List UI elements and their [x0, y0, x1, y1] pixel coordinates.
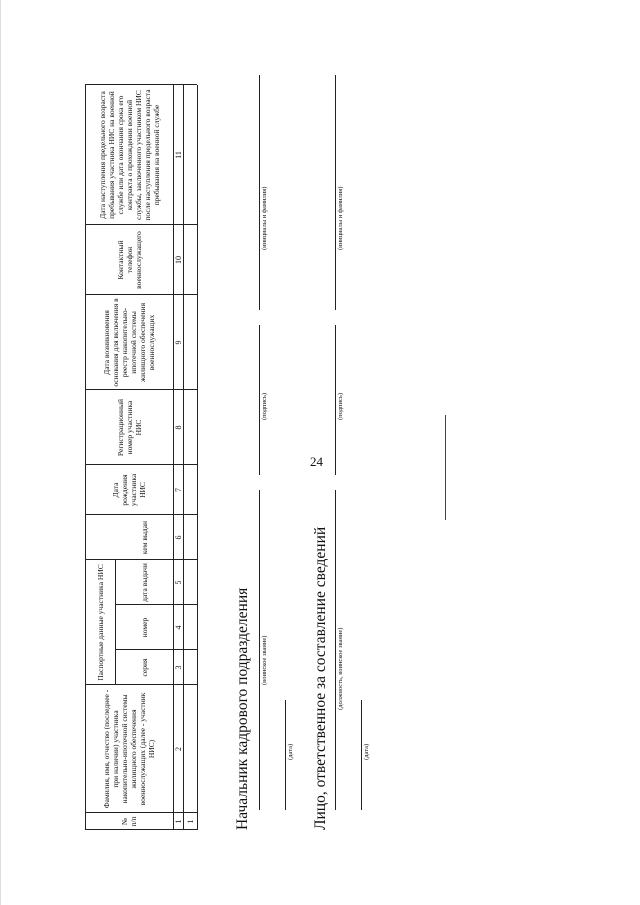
caption-initials: (инициалы и фамилия)	[337, 186, 344, 250]
col-number: 5	[173, 580, 183, 585]
initials-line	[335, 75, 336, 310]
caption-signature: (подпись)	[337, 393, 344, 420]
header-num: № п/п	[120, 816, 138, 827]
date-line	[361, 700, 362, 810]
responsible-title: Лицо, ответственное за составление сведений	[312, 526, 329, 830]
header-issue-date: дата выдачи	[139, 563, 149, 602]
col-number: 11	[173, 151, 183, 159]
caption-initials: (инициалы и фамилия)	[261, 186, 268, 250]
caption-position-rank: (должность, воинское звание)	[337, 627, 344, 710]
header-birth-date: Дата рождения участника НИС	[111, 473, 147, 507]
header-fio: Фамилия, имя, отчество (последнее - при наличии) участника накопительно-ипотечной системы жилищного обеспечения военнослужащих (далее - участник НИС)	[102, 689, 156, 809]
header-reason-date: Дата возникновения основания для включения в реестр накопительно-ипотечной системы жилищного обеспечения военнослужащих	[102, 298, 156, 387]
scan-mark	[445, 415, 446, 520]
caption-date: (дата)	[363, 743, 370, 760]
table-row-index: 1	[185, 819, 195, 824]
col-number: 2	[173, 747, 183, 751]
date-line	[285, 700, 286, 810]
col-number: 4	[173, 625, 183, 630]
header-series: серия	[139, 658, 149, 677]
caption-signature: (подпись)	[261, 393, 268, 420]
page-number: 24	[310, 454, 323, 469]
header-number: номер	[139, 617, 149, 638]
rotated-form-sheet	[85, 70, 385, 830]
col-number: 6	[173, 535, 183, 540]
col-number: 10	[173, 256, 183, 264]
signature-line	[259, 325, 260, 475]
rank-line	[259, 490, 260, 810]
header-issued-by: кем выдан	[139, 520, 149, 555]
col-number: 1	[173, 819, 183, 824]
header-phone: Контактный телефон военнослужащего	[115, 231, 143, 289]
initials-line	[259, 75, 260, 310]
signature-line	[335, 325, 336, 475]
col-number: 8	[173, 425, 183, 430]
header-reg-number: Регистрационный номер участника НИС	[115, 398, 143, 457]
col-number: 7	[173, 488, 183, 492]
col-number: 3	[173, 665, 183, 670]
head-title: Начальник кадрового подразделения	[234, 587, 251, 830]
position-rank-line	[335, 490, 336, 810]
caption-date: (дата)	[287, 743, 294, 760]
col-number: 9	[173, 340, 183, 345]
header-limit-age: Дата наступления предельного возраста пребывания участника НИС на военной службе или дата окончания срока его контракта о прохождении военной службы, заключенного участником НИС после наступления предельного возраста пребывания на военной службе	[97, 89, 161, 221]
header-passport: Паспортные данные участника НИС	[95, 564, 105, 681]
caption-rank: (воинское звание)	[261, 635, 268, 685]
